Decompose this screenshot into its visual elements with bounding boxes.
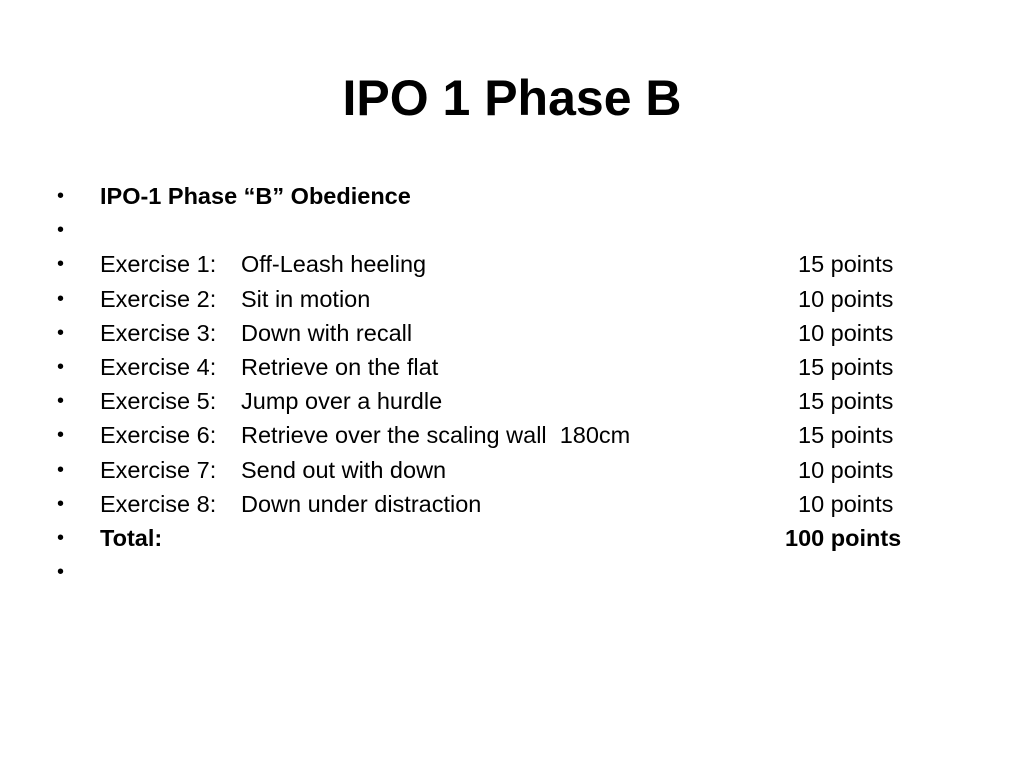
bullet-icon: • xyxy=(57,458,65,481)
total-row xyxy=(57,521,957,555)
exercise-row xyxy=(57,350,957,384)
total-label: Total: xyxy=(100,524,163,551)
exercise-row xyxy=(57,487,957,521)
exercise-description: Off-Leash heeling xyxy=(241,251,427,278)
slide-title: IPO 1 Phase B xyxy=(342,70,682,126)
bullet-list xyxy=(57,179,957,589)
exercise-description: Retrieve over the scaling wall 180cm xyxy=(241,422,631,449)
exercise-row xyxy=(57,247,957,281)
exercise-number: Exercise 7: xyxy=(100,456,217,483)
exercise-number: Exercise 8: xyxy=(100,490,217,517)
bullet-icon: • xyxy=(57,561,65,584)
exercise-row xyxy=(57,282,957,316)
exercise-description: Jump over a hurdle xyxy=(241,388,443,415)
exercise-number: Exercise 1: xyxy=(100,251,217,278)
exercise-number: Exercise 4: xyxy=(100,353,217,380)
exercise-points: 10 points xyxy=(798,319,894,346)
exercise-description: Down under distraction xyxy=(241,490,482,517)
bullet-empty xyxy=(57,555,957,589)
exercise-points: 10 points xyxy=(798,456,894,483)
bullet-icon: • xyxy=(57,185,65,207)
exercise-number: Exercise 5: xyxy=(100,388,217,415)
exercise-number: Exercise 6: xyxy=(100,422,217,449)
exercise-description: Send out with down xyxy=(241,456,447,483)
exercise-number: Exercise 2: xyxy=(100,285,217,312)
bullet-icon: • xyxy=(57,526,65,549)
exercise-row xyxy=(57,418,957,452)
exercise-description: Retrieve on the flat xyxy=(241,353,439,380)
bullet-icon: • xyxy=(57,321,65,344)
bullet-icon: • xyxy=(57,390,65,413)
exercise-row xyxy=(57,453,957,487)
subheading-text: IPO-1 Phase “B” Obedience xyxy=(100,183,411,209)
exercise-row xyxy=(57,316,957,350)
bullet-icon: • xyxy=(57,355,65,378)
exercise-description: Down with recall xyxy=(241,319,413,346)
total-points: 100 points xyxy=(785,524,902,551)
bullet-icon: • xyxy=(57,287,65,310)
bullet-icon: • xyxy=(57,253,65,276)
exercise-points: 10 points xyxy=(798,285,894,312)
exercise-points: 10 points xyxy=(798,490,894,517)
bullet-icon: • xyxy=(57,424,65,447)
exercise-points: 15 points xyxy=(798,422,894,449)
bullet-subheading xyxy=(57,179,957,213)
bullet-icon: • xyxy=(57,219,65,242)
exercise-points: 15 points xyxy=(798,388,894,415)
exercise-description: Sit in motion xyxy=(241,285,371,312)
exercise-number: Exercise 3: xyxy=(100,319,217,346)
exercise-points: 15 points xyxy=(798,353,894,380)
exercise-row xyxy=(57,384,957,418)
bullet-empty xyxy=(57,213,957,247)
exercise-points: 15 points xyxy=(798,251,894,278)
bullet-icon: • xyxy=(57,492,65,515)
